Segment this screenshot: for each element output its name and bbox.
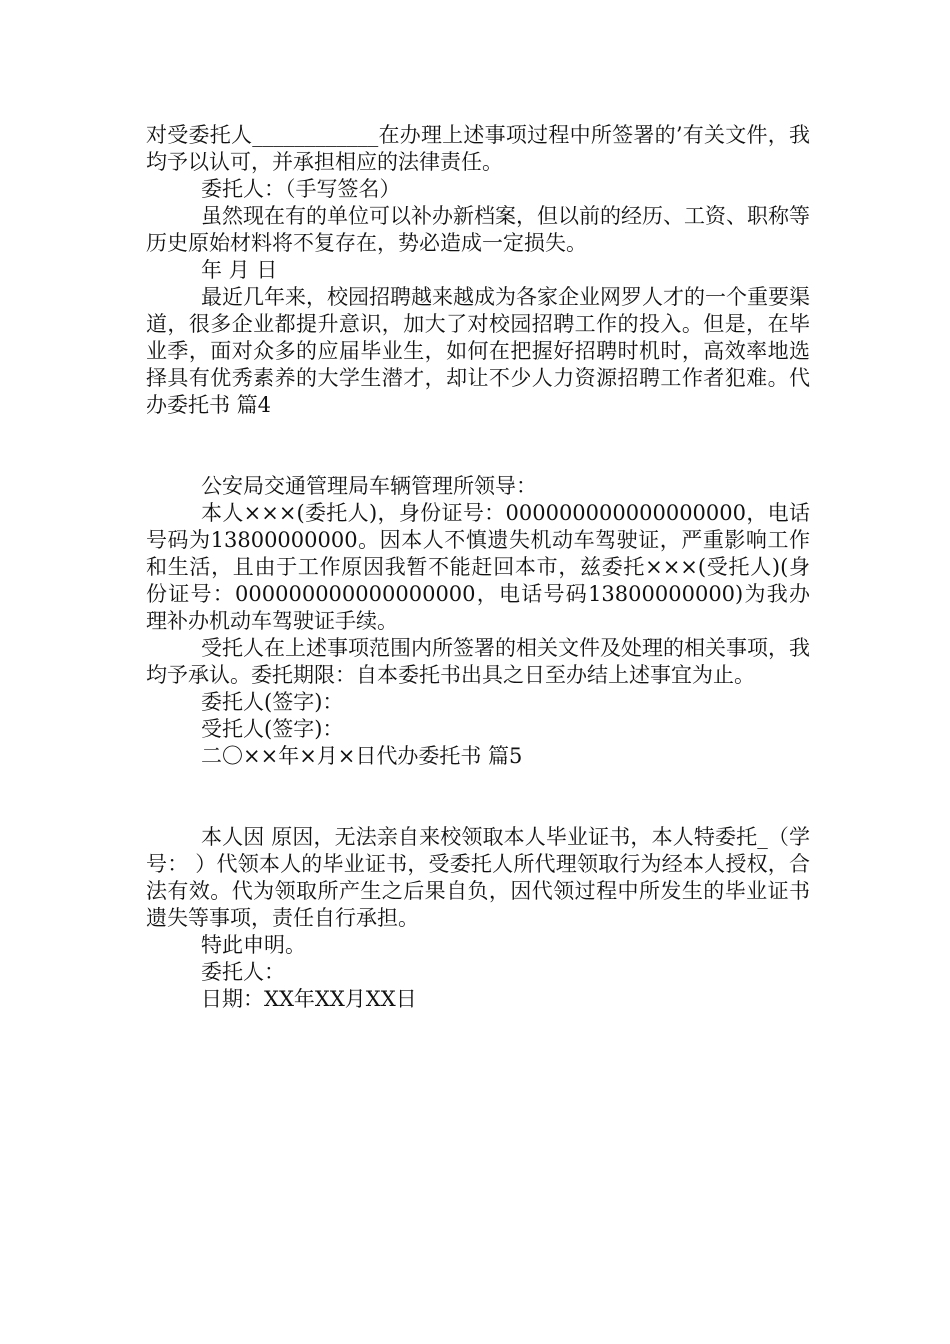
paragraph-archive-note: 虽然现在有的单位可以补办新档案，但以前的经历、工资、职称等历史原始材料将不复存在，势必造成一定损失。 [146,204,810,255]
section-gap [146,419,810,473]
agent-signature-field: 受托人(签字)： [201,717,344,741]
section-gap [146,770,810,824]
date-line: 年 月 日 [201,258,278,282]
paragraph-license-request: 本人×××(委托人)，身份证号：000000000000000000，电话号码为13800000000。因本人不慎遗失机动车驾驶证，严重影响工作和生活，且由于工作原因我暂不能赶回本市，兹委托×××(受托人)(身份证号：000000000000000000，电话号码13800000000)为我办理补办机动车驾驶证手续。 [146,501,810,633]
principal-field: 委托人： [201,960,285,984]
principal-signature-field: 委托人(签字)： [201,690,344,714]
paragraph-acknowledgement: 对受委托人____________在办理上述事项过程中所签署的’有关文件，我均予以认可，并承担相应的法律责任。 [146,123,810,174]
paragraph-diploma-pickup: 本人因 原因，无法亲自来校领取本人毕业证书，本人特委托_（学号： ）代领本人的毕业证书，受委托人所代理领取行为经本人授权，合法有效。代为领取所产生之后果自负，因代领过程中所发生的毕业证书遗失等事项，责任自行承担。 [146,825,810,930]
declaration-line: 特此申明。 [201,933,306,957]
principal-signature-line: 委托人：（手写签名） [201,177,401,201]
date-and-section-heading: 二〇××年×月×日代办委托书 篇5 [201,744,523,768]
salutation: 公安局交通管理局车辆管理所领导： [201,474,537,498]
date-field: 日期：XX年XX月XX日 [201,987,417,1011]
document-body [146,122,810,1013]
paragraph-authorization-scope: 受托人在上述事项范围内所签署的相关文件及处理的相关事项，我均予承认。委托期限：自本委托书出具之日至办结上述事宜为止。 [146,636,810,687]
paragraph-campus-recruiting: 最近几年来，校园招聘越来越成为各家企业网罗人才的一个重要渠道，很多企业都提升意识，加大了对校园招聘工作的投入。但是，在毕业季，面对众多的应届毕业生，如何在把握好招聘时机时，高效率地选择具有优秀素养的大学生潜才，却让不少人力资源招聘工作者犯难。代办委托书 篇4 [146,285,810,417]
